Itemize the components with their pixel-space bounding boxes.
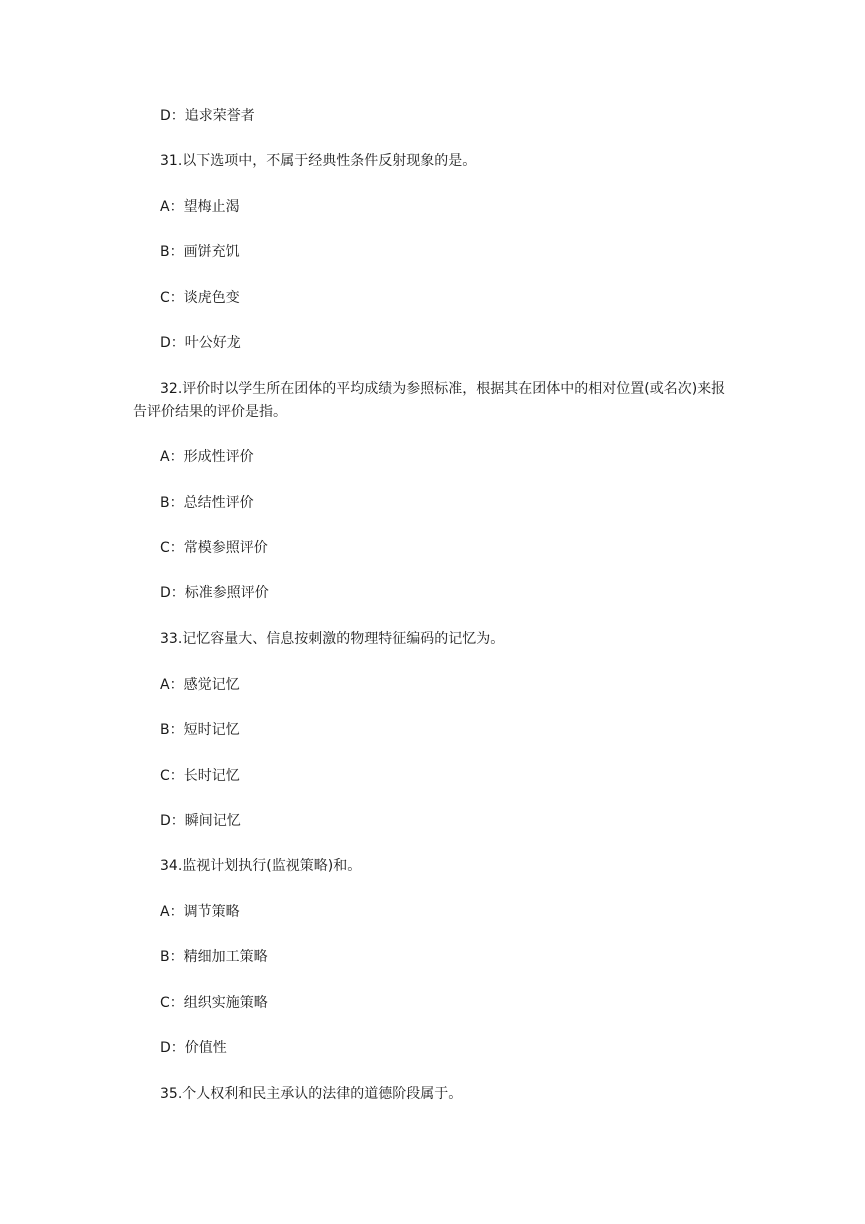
q34-stem: 34.监视计划执行(监视策略)和。 bbox=[160, 858, 362, 874]
q31-stem: 31.以下选项中，不属于经典性条件反射现象的是。 bbox=[160, 153, 477, 169]
q31-option-d: D：叶公好龙 bbox=[160, 335, 241, 351]
q33-stem: 33.记忆容量大、信息按刺激的物理特征编码的记忆为。 bbox=[160, 631, 505, 647]
q33-option-b: B：短时记忆 bbox=[160, 722, 240, 738]
q34-option-b: B：精细加工策略 bbox=[160, 949, 268, 965]
q35-stem: 35.个人权利和民主承认的法律的道德阶段属于。 bbox=[160, 1086, 463, 1102]
q34-option-c: C：组织实施策略 bbox=[160, 995, 268, 1011]
q32-option-a: A：形成性评价 bbox=[160, 449, 254, 465]
q31-option-b: B：画饼充饥 bbox=[160, 244, 240, 260]
q32-option-b: B：总结性评价 bbox=[160, 495, 254, 511]
q33-option-d: D：瞬间记忆 bbox=[160, 813, 241, 829]
q34-option-a: A：调节策略 bbox=[160, 904, 240, 920]
q31-option-a: A：望梅止渴 bbox=[160, 199, 240, 215]
q32-option-d: D：标准参照评价 bbox=[160, 585, 269, 601]
q31-option-c: C：谈虎色变 bbox=[160, 290, 240, 306]
q33-option-a: A：感觉记忆 bbox=[160, 677, 240, 693]
q32-stem: 32.评价时以学生所在团体的平均成绩为参照标准，根据其在团体中的相对位置(或名次)来报告评价结果的评价是指。 bbox=[133, 381, 726, 420]
q32-option-c: C：常模参照评价 bbox=[160, 540, 268, 556]
q34-option-d: D：价值性 bbox=[160, 1040, 227, 1056]
q33-option-c: C：长时记忆 bbox=[160, 768, 240, 784]
q30-option-d: D：追求荣誉者 bbox=[160, 108, 255, 124]
